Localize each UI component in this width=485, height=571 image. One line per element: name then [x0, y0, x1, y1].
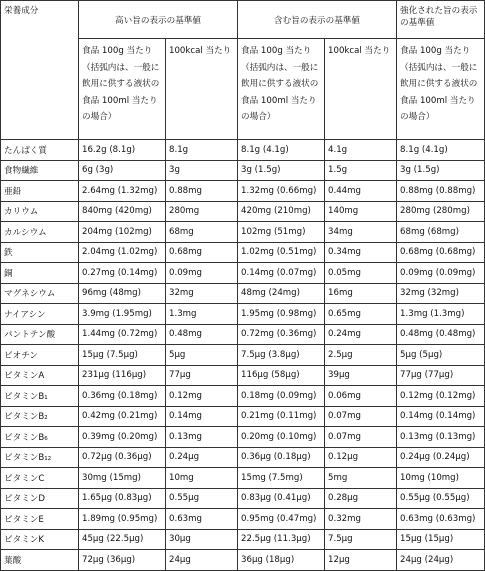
high-per-100kcal: 24μg — [166, 550, 238, 571]
nutrient-name: ビタミンD — [1, 488, 79, 509]
high-group-header: 高い旨の表示の基準値 — [79, 1, 238, 39]
high-per-100g: 0.39mg (0.20mg) — [79, 427, 166, 448]
per-100g-contains-header: 食品 100g 当たり（括弧内は、一般に飲用に供する液状の食品 100ml 当たりの場合） — [238, 39, 325, 140]
table-row — [1, 488, 485, 509]
table-row — [1, 324, 485, 345]
high-per-100g: 16.2g (8.1g) — [79, 140, 166, 161]
contains-per-100g: 22.5μg (11.3μg) — [238, 529, 325, 550]
high-per-100g: 3.9mg (1.95mg) — [79, 304, 166, 325]
high-per-100kcal: 0.14mg — [166, 406, 238, 427]
enriched-per-100g: 0.09mg (0.09mg) — [397, 263, 485, 284]
table-row — [1, 283, 485, 304]
nutrient-header: 栄養成分 — [1, 1, 79, 140]
contains-per-100g: 420mg (210mg) — [238, 201, 325, 222]
contains-per-100g: 0.21mg (0.11mg) — [238, 406, 325, 427]
table-row — [1, 509, 485, 530]
table-row — [1, 222, 485, 243]
high-per-100g: 96mg (48mg) — [79, 283, 166, 304]
table-row — [1, 365, 485, 386]
nutrient-name: マグネシウム — [1, 283, 79, 304]
contains-per-100g: 0.95mg (0.47mg) — [238, 509, 325, 530]
nutrient-name: 亜鉛 — [1, 181, 79, 202]
nutrient-name: 銅 — [1, 263, 79, 284]
contains-per-100kcal: 0.28μg — [325, 488, 397, 509]
table-row — [1, 550, 485, 571]
high-per-100kcal: 0.24μg — [166, 447, 238, 468]
contains-per-100kcal: 0.07mg — [325, 406, 397, 427]
table-row — [1, 386, 485, 407]
contains-per-100g: 36μg (18μg) — [238, 550, 325, 571]
per-100kcal-header: 100kcal 当たり — [166, 39, 238, 140]
enriched-per-100g: 68mg (68mg) — [397, 222, 485, 243]
high-per-100g: 2.04mg (1.02mg) — [79, 242, 166, 263]
table-row — [1, 242, 485, 263]
nutrient-name: ビタミンB₂ — [1, 406, 79, 427]
high-per-100g: 0.27mg (0.14mg) — [79, 263, 166, 284]
nutrient-name: ビタミンA — [1, 365, 79, 386]
enriched-per-100g: 0.88mg (0.88mg) — [397, 181, 485, 202]
high-per-100kcal: 30μg — [166, 529, 238, 550]
contains-per-100kcal: 2.5μg — [325, 345, 397, 366]
table-row — [1, 447, 485, 468]
nutrient-name: ビオチン — [1, 345, 79, 366]
high-per-100kcal: 0.68mg — [166, 242, 238, 263]
contains-per-100kcal: 34mg — [325, 222, 397, 243]
high-per-100kcal: 8.1g — [166, 140, 238, 161]
high-per-100kcal: 280mg — [166, 201, 238, 222]
nutrient-name: 葉酸 — [1, 550, 79, 571]
high-per-100kcal: 0.48mg — [166, 324, 238, 345]
enriched-per-100g: 32mg (32mg) — [397, 283, 485, 304]
contains-per-100g: 7.5μg (3.8μg) — [238, 345, 325, 366]
contains-per-100g: 0.72mg (0.36mg) — [238, 324, 325, 345]
high-per-100g: 204mg (102mg) — [79, 222, 166, 243]
high-per-100g: 2.64mg (1.32mg) — [79, 181, 166, 202]
high-per-100kcal: 0.12mg — [166, 386, 238, 407]
high-per-100g: 30mg (15mg) — [79, 468, 166, 489]
enriched-per-100g: 0.13mg (0.13mg) — [397, 427, 485, 448]
enriched-per-100g: 0.55μg (0.55μg) — [397, 488, 485, 509]
table-row — [1, 263, 485, 284]
enriched-per-100g: 0.14mg (0.14mg) — [397, 406, 485, 427]
high-per-100g: 840mg (420mg) — [79, 201, 166, 222]
high-per-100kcal: 0.13mg — [166, 427, 238, 448]
high-per-100kcal: 10mg — [166, 468, 238, 489]
contains-per-100kcal: 0.06mg — [325, 386, 397, 407]
high-per-100g: 231μg (116μg) — [79, 365, 166, 386]
high-per-100g: 6g (3g) — [79, 160, 166, 181]
contains-per-100g: 15mg (7.5mg) — [238, 468, 325, 489]
high-per-100g: 45μg (22.5μg) — [79, 529, 166, 550]
table-row — [1, 140, 485, 161]
nutrient-name: たんぱく質 — [1, 140, 79, 161]
nutrient-name: カルシウム — [1, 222, 79, 243]
nutrient-name: ビタミンB₁ — [1, 386, 79, 407]
table-row — [1, 181, 485, 202]
nutrient-name: パントテン酸 — [1, 324, 79, 345]
high-per-100kcal: 0.88mg — [166, 181, 238, 202]
enriched-per-100g: 5μg (5μg) — [397, 345, 485, 366]
enriched-group-header: 強化された旨の表示の基準値 — [397, 1, 485, 39]
enriched-per-100g: 0.63mg (0.63mg) — [397, 509, 485, 530]
high-per-100g: 0.42mg (0.21mg) — [79, 406, 166, 427]
high-per-100g: 0.36mg (0.18mg) — [79, 386, 166, 407]
high-per-100g: 1.44mg (0.72mg) — [79, 324, 166, 345]
contains-per-100kcal: 1.5g — [325, 160, 397, 181]
contains-per-100kcal: 140mg — [325, 201, 397, 222]
table-row — [1, 160, 485, 181]
table-row — [1, 406, 485, 427]
high-per-100g: 15μg (7.5μg) — [79, 345, 166, 366]
contains-per-100g: 0.14mg (0.07mg) — [238, 263, 325, 284]
high-per-100kcal: 77μg — [166, 365, 238, 386]
contains-per-100kcal: 16mg — [325, 283, 397, 304]
contains-per-100kcal: 39μg — [325, 365, 397, 386]
table-row — [1, 201, 485, 222]
table-row — [1, 427, 485, 448]
contains-per-100g: 0.36μg (0.18μg) — [238, 447, 325, 468]
high-per-100kcal: 1.3mg — [166, 304, 238, 325]
table-row — [1, 468, 485, 489]
contains-per-100g: 3g (1.5g) — [238, 160, 325, 181]
contains-per-100kcal: 0.12μg — [325, 447, 397, 468]
per-100g-header: 食品 100g 当たり（括弧内は、一般に飲用に供する液状の食品 100ml 当たりの場合） — [79, 39, 166, 140]
enriched-per-100g: 0.24μg (0.24μg) — [397, 447, 485, 468]
contains-per-100kcal: 5mg — [325, 468, 397, 489]
high-per-100kcal: 0.63mg — [166, 509, 238, 530]
enriched-per-100g: 0.68mg (0.68mg) — [397, 242, 485, 263]
contains-per-100kcal: 4.1g — [325, 140, 397, 161]
enriched-per-100g: 15μg (15μg) — [397, 529, 485, 550]
high-per-100kcal: 32mg — [166, 283, 238, 304]
contains-per-100kcal: 12μg — [325, 550, 397, 571]
contains-per-100kcal: 0.34mg — [325, 242, 397, 263]
enriched-per-100g: 0.12mg (0.12mg) — [397, 386, 485, 407]
enriched-per-100g: 3g (1.5g) — [397, 160, 485, 181]
enriched-per-100g: 10mg (10mg) — [397, 468, 485, 489]
nutrient-name: 食物繊維 — [1, 160, 79, 181]
contains-per-100g: 1.32mg (0.66mg) — [238, 181, 325, 202]
contains-per-100g: 102mg (51mg) — [238, 222, 325, 243]
contains-per-100kcal: 0.07mg — [325, 427, 397, 448]
contains-per-100kcal: 0.05mg — [325, 263, 397, 284]
contains-group-header: 含む旨の表示の基準値 — [238, 1, 397, 39]
contains-per-100kcal: 0.24mg — [325, 324, 397, 345]
high-per-100kcal: 68mg — [166, 222, 238, 243]
enriched-per-100g: 280mg (280mg) — [397, 201, 485, 222]
nutrient-name: ビタミンK — [1, 529, 79, 550]
high-per-100g: 72μg (36μg) — [79, 550, 166, 571]
enriched-per-100g: 0.48mg (0.48mg) — [397, 324, 485, 345]
table-row — [1, 304, 485, 325]
nutrient-name: ビタミンE — [1, 509, 79, 530]
contains-per-100g: 1.02mg (0.51mg) — [238, 242, 325, 263]
table-row — [1, 529, 485, 550]
nutrient-name: ビタミンB₁₂ — [1, 447, 79, 468]
contains-per-100kcal: 0.65mg — [325, 304, 397, 325]
nutrient-name: ナイアシン — [1, 304, 79, 325]
contains-per-100kcal: 7.5μg — [325, 529, 397, 550]
nutrient-name: カリウム — [1, 201, 79, 222]
high-per-100g: 1.65μg (0.83μg) — [79, 488, 166, 509]
contains-per-100kcal: 0.44mg — [325, 181, 397, 202]
high-per-100kcal: 3g — [166, 160, 238, 181]
high-per-100g: 1.89mg (0.95mg) — [79, 509, 166, 530]
high-per-100kcal: 5μg — [166, 345, 238, 366]
enriched-per-100g: 8.1g (4.1g) — [397, 140, 485, 161]
contains-per-100g: 48mg (24mg) — [238, 283, 325, 304]
contains-per-100g: 1.95mg (0.98mg) — [238, 304, 325, 325]
contains-per-100g: 116μg (58μg) — [238, 365, 325, 386]
enriched-per-100g: 24μg (24μg) — [397, 550, 485, 571]
per-100g-enriched-header: 食品 100g 当たり（括弧内は、一般に飲用に供する液状の食品 100ml 当たりの場合） — [397, 39, 485, 140]
high-per-100kcal: 0.55μg — [166, 488, 238, 509]
high-per-100kcal: 0.09mg — [166, 263, 238, 284]
enriched-per-100g: 77μg (77μg) — [397, 365, 485, 386]
nutrient-name: ビタミンB₆ — [1, 427, 79, 448]
contains-per-100g: 0.83μg (0.41μg) — [238, 488, 325, 509]
high-per-100g: 0.72μg (0.36μg) — [79, 447, 166, 468]
enriched-per-100g: 1.3mg (1.3mg) — [397, 304, 485, 325]
nutrient-name: 鉄 — [1, 242, 79, 263]
table-row — [1, 345, 485, 366]
contains-per-100kcal: 0.32mg — [325, 509, 397, 530]
per-100kcal-contains-header: 100kcal 当たり — [325, 39, 397, 140]
contains-per-100g: 0.20mg (0.10mg) — [238, 427, 325, 448]
nutrient-name: ビタミンC — [1, 468, 79, 489]
contains-per-100g: 0.18mg (0.09mg) — [238, 386, 325, 407]
contains-per-100g: 8.1g (4.1g) — [238, 140, 325, 161]
